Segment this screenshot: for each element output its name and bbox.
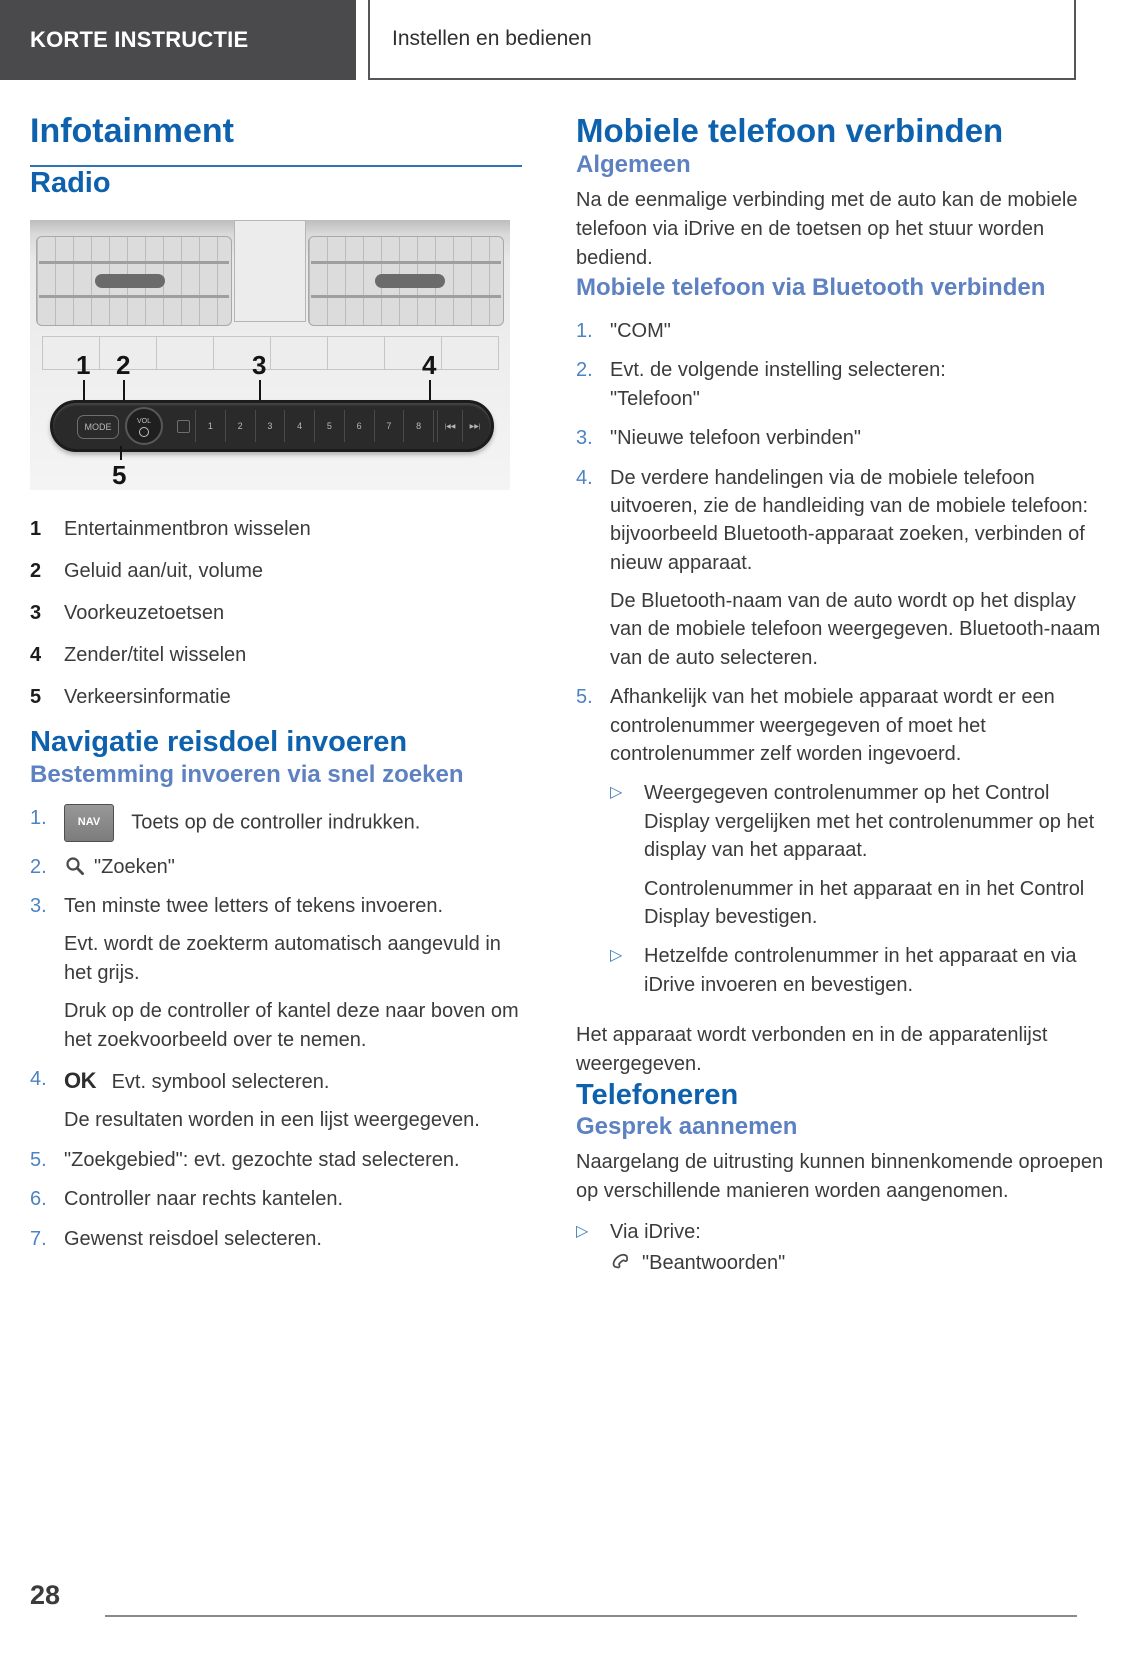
air-vent-left — [36, 236, 232, 326]
legend-label: Verkeersinformatie — [64, 686, 231, 709]
legend-item — [30, 642, 522, 669]
step-text-label: "COM" — [610, 319, 671, 342]
legend-item — [30, 558, 522, 585]
step-text — [64, 892, 522, 1054]
page-number: 28 — [30, 1580, 61, 1610]
header-chapter-badge: KORTE INSTRUCTIE — [0, 0, 356, 80]
legend-label: Geluid aan/uit, volume — [64, 560, 264, 583]
search-icon — [64, 855, 86, 877]
legend-number: 3 — [30, 602, 42, 625]
step-text-label: Ten minste twee letters of tekens invoeren. — [64, 895, 444, 918]
step-number: 3. — [30, 895, 47, 918]
step-item — [576, 683, 1112, 1010]
step-item — [30, 804, 522, 842]
callout-4: 4 — [422, 350, 437, 381]
navigation-heading: Navigatie reisdoel invoeren — [30, 726, 408, 759]
step-text-label: "Zoekgebied": evt. gezochte stad selecteren. — [64, 1148, 460, 1171]
callout-3: 3 — [252, 350, 267, 381]
mode-button: MODE — [77, 415, 119, 439]
step-text — [610, 356, 1112, 413]
legend-number: 4 — [30, 644, 42, 667]
step-text-label: "Zoeken" — [94, 855, 175, 878]
step-number: 5. — [30, 1148, 47, 1171]
step-text-label: Gewenst reisdoel selecteren. — [64, 1227, 322, 1250]
preset-button-5: 5 — [315, 410, 345, 442]
sub-bullet-text — [644, 779, 1112, 931]
step-paragraph: De Bluetooth-naam van de auto wordt op het display van de mobiele telefoon weergegeven. Bluetooth-naam van de auto selecteren. — [610, 590, 1101, 669]
answer-call-paragraph: Naargelang de uitrusting kunnen binnenkomende oproepen op verschillende manieren worden aangenomen. — [576, 1151, 1104, 1203]
header-section-label: Instellen en bedienen — [392, 27, 592, 50]
step-paragraph: Evt. wordt de zoekterm automatisch aangevuld in het grijs. — [64, 933, 501, 984]
step-text — [64, 853, 522, 881]
step-item — [576, 424, 1112, 452]
power-icon — [139, 427, 149, 437]
callout-2: 2 — [116, 350, 131, 381]
radio-heading: Radio — [30, 167, 111, 199]
bluetooth-subheading: Mobiele telefoon via Bluetooth verbinden — [576, 273, 1046, 301]
vent-paddle — [375, 274, 445, 288]
legend-label: Voorkeuzetoetsen — [64, 602, 225, 625]
sub-bullet — [610, 942, 1112, 999]
general-subheading: Algemeen — [576, 150, 691, 178]
vent-paddle — [311, 295, 501, 298]
step-item — [30, 853, 522, 881]
callout-line — [83, 380, 85, 400]
preset-button-8: 8 — [404, 410, 434, 442]
answer-call-subheading: Gesprek aannemen — [576, 1113, 798, 1141]
radio-control-panel — [50, 400, 494, 452]
preset-button-2: 2 — [226, 410, 256, 442]
nav-key-icon: NAV — [64, 804, 114, 842]
header-section-box — [368, 0, 1076, 80]
vent-slat — [39, 295, 229, 298]
callout-line — [120, 446, 122, 460]
triangle-bullet-icon: ▷ — [610, 784, 623, 802]
step-text-label: De verdere handelingen via de mobiele telefoon uitvoeren, zie de handleiding van de mobiele telefoon: bijvoorbeeld Bluetooth-apparaat zoeken, verbinden of nieuw apparaat. — [610, 466, 1089, 574]
legend-number: 2 — [30, 560, 42, 583]
step-text-label: Afhankelijk van het mobiele apparaat wordt er een controlenummer weergegeven of moet het controlenummer zelf worden ingevoerd. — [610, 686, 1055, 766]
preset-button-4: 4 — [285, 410, 315, 442]
navigation-steps — [30, 804, 522, 1253]
step-text — [64, 804, 522, 842]
sub-bullet-paragraph: Controlenummer in het apparaat en in het Control Display bevestigen. — [644, 877, 1085, 928]
page-title: Infotainment — [30, 112, 522, 167]
callout-5: 5 — [112, 460, 127, 491]
air-vent-right — [308, 236, 504, 326]
destination-subheading: Bestemming invoeren via snel zoeken — [30, 760, 464, 788]
step-text — [64, 1065, 522, 1135]
step-number: 2. — [576, 359, 593, 382]
step-text — [610, 464, 1112, 673]
bluetooth-outro: Het apparaat wordt verbonden en in de apparatenlijst weergegeven. — [576, 1024, 1048, 1076]
radio-dashboard-figure — [30, 220, 510, 490]
triangle-bullet-icon: ▷ — [610, 947, 623, 965]
volume-knob-label: VOL — [136, 418, 151, 426]
step-paragraph: Druk op de controller of kantel deze naar boven om het zoekvoorbeeld over te nemen. — [64, 1000, 519, 1051]
legend-number: 1 — [30, 518, 42, 541]
callout-line — [123, 380, 125, 400]
right-column — [576, 112, 1112, 1275]
step-item — [576, 317, 1112, 345]
step-text-label: Toets op de controller indrukken. — [131, 810, 421, 833]
page-content — [30, 112, 1112, 1275]
callout-line — [429, 380, 431, 400]
step-item — [576, 464, 1112, 673]
step-item — [576, 356, 1112, 413]
radio-legend — [30, 516, 522, 711]
preset-button-1: 1 — [196, 410, 226, 442]
step-number: 3. — [576, 427, 593, 450]
step-text — [610, 683, 1112, 1010]
idrive-bullet — [576, 1218, 1112, 1247]
step-text-label: Controller naar rechts kantelen. — [64, 1188, 344, 1211]
preset-button-6: 6 — [345, 410, 375, 442]
step-item — [30, 1146, 522, 1174]
step-item — [30, 892, 522, 1054]
sub-bullet-label: Hetzelfde controlenummer in het apparaat en via iDrive invoeren en bevestigen. — [644, 945, 1077, 996]
volume-knob — [125, 407, 163, 445]
step-number: 4. — [576, 466, 593, 489]
vent-slat — [39, 261, 229, 264]
sub-bullet — [610, 779, 1112, 931]
step-paragraph: De resultaten worden in een lijst weergegeven. — [64, 1109, 480, 1132]
step-number: 1. — [576, 319, 593, 342]
sub-bullet-label: Weergegeven controlenummer op het Control Display vergelijken met het controlenummer op het display van het apparaat. — [644, 782, 1095, 862]
step-item — [30, 1225, 522, 1253]
preset-button-7: 7 — [375, 410, 405, 442]
skip-forward-icon: ▶▶| — [462, 410, 487, 442]
vent-slat — [311, 261, 501, 264]
general-paragraph: Na de eenmalige verbinding met de auto kan de mobiele telefoon via iDrive en de toetsen op het stuur worden bediend. — [576, 188, 1078, 269]
answer-option — [610, 1251, 1112, 1275]
bluetooth-steps — [576, 317, 1112, 1010]
step-text-line2: "Telefoon" — [610, 387, 700, 410]
phone-connect-title: Mobiele telefoon verbinden — [576, 112, 1004, 149]
panel-sensor — [177, 420, 190, 433]
legend-number: 5 — [30, 686, 42, 709]
center-console — [234, 220, 306, 322]
step-number: 7. — [30, 1227, 47, 1250]
step-number: 6. — [30, 1188, 47, 1211]
phone-handset-icon — [610, 1251, 634, 1275]
footer-rule — [105, 1615, 1077, 1617]
legend-item — [30, 516, 522, 543]
vent-paddle — [95, 274, 165, 288]
callout-1: 1 — [76, 350, 91, 381]
ok-icon: OK — [64, 1068, 96, 1094]
telephony-heading: Telefoneren — [576, 1079, 739, 1112]
legend-label: Entertainmentbron wisselen — [64, 518, 311, 541]
preset-button-3: 3 — [256, 410, 286, 442]
idrive-bullet-label: Via iDrive: — [610, 1221, 701, 1244]
step-number: 1. — [30, 806, 47, 829]
legend-item — [30, 684, 522, 711]
step-text-label: Evt. de volgende instelling selecteren: — [610, 359, 946, 382]
legend-item — [30, 600, 522, 627]
step-number: 4. — [30, 1068, 47, 1091]
step-number: 2. — [30, 855, 47, 878]
legend-label: Zender/titel wisselen — [64, 644, 247, 667]
step-text-label: "Nieuwe telefoon verbinden" — [610, 427, 862, 450]
preset-buttons — [195, 410, 434, 442]
skip-back-icon: |◀◀ — [437, 410, 462, 442]
step-number: 5. — [576, 686, 593, 709]
left-column — [30, 112, 522, 1275]
callout-line — [259, 380, 261, 400]
triangle-bullet-icon: ▷ — [576, 1223, 589, 1241]
step-item — [30, 1185, 522, 1213]
step-item — [30, 1065, 522, 1135]
step-text-label: Evt. symbool selecteren. — [111, 1071, 330, 1094]
answer-option-label: "Beantwoorden" — [642, 1251, 786, 1274]
seek-buttons — [437, 410, 487, 442]
